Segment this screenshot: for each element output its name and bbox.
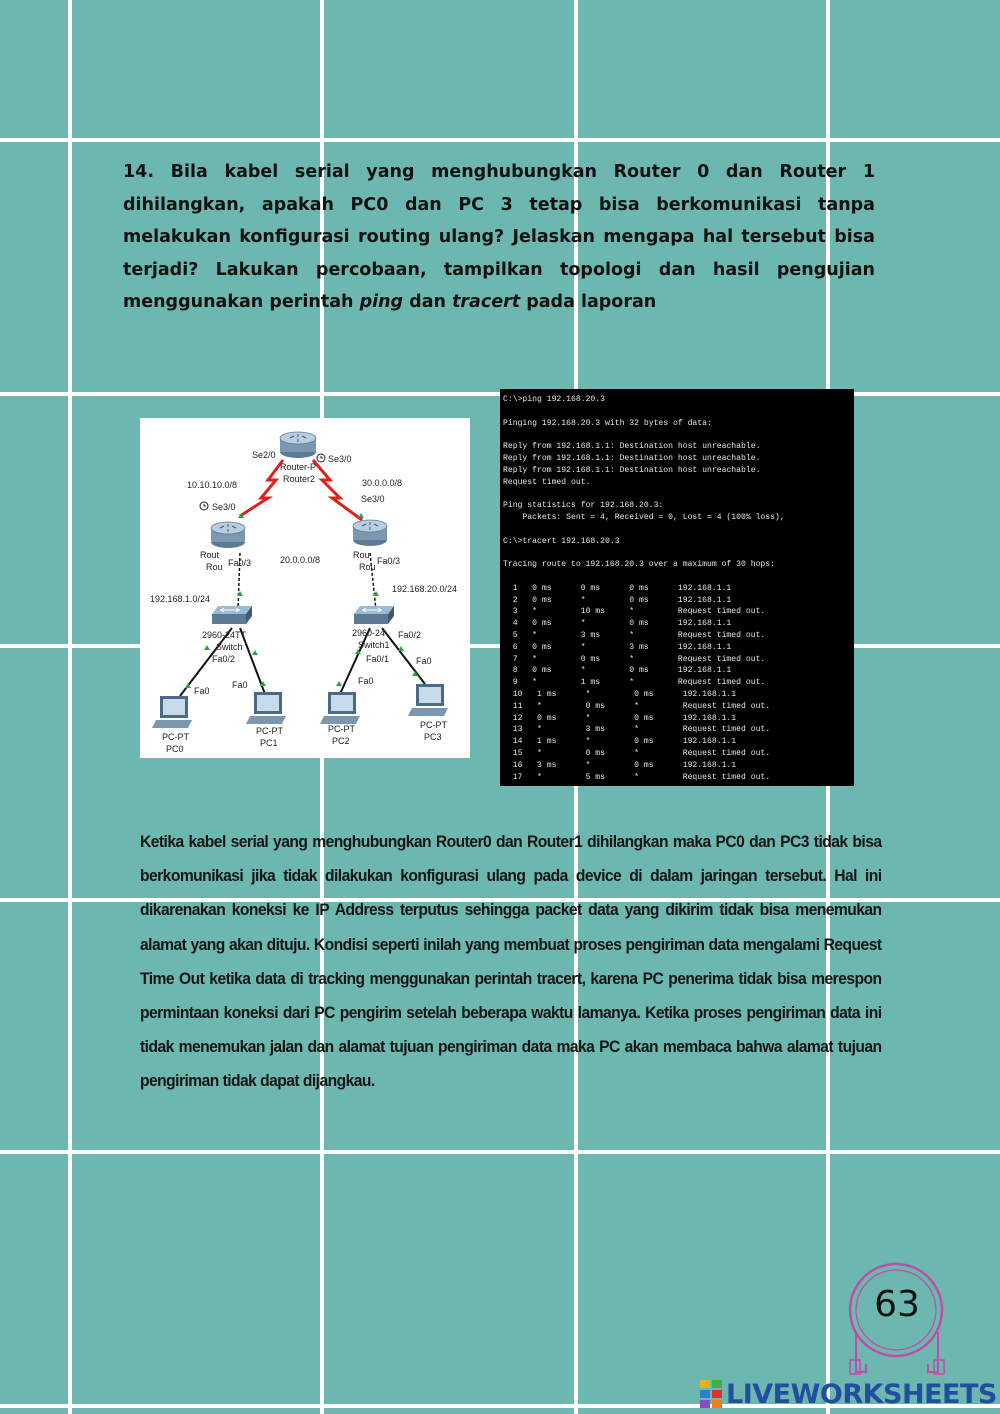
switch0-sublabel: Switch xyxy=(216,642,243,652)
pc0-name: PC0 xyxy=(166,744,184,754)
router1-icon xyxy=(353,520,387,546)
port-label: Se3/0 xyxy=(212,502,236,512)
link-up-indicator xyxy=(204,645,210,650)
router1-sublabel: Rou xyxy=(359,562,376,572)
pc0-icon xyxy=(152,696,192,728)
topology-diagram xyxy=(140,418,470,758)
port-label: Se3/0 xyxy=(361,494,385,504)
brand-tile xyxy=(700,1380,710,1388)
pc0-type: PC-PT xyxy=(162,732,189,742)
port-label: Fa0/2 xyxy=(398,630,422,640)
pc1-type: PC-PT xyxy=(256,726,283,736)
router-name-label: Router-P xyxy=(280,462,317,472)
port-label: Fa0/1 xyxy=(366,654,390,664)
brand-tile xyxy=(712,1400,722,1408)
switch0-icon xyxy=(212,606,252,624)
terminal-text: C:\>ping 192.168.20.3 Pinging 192.168.20.3 with 32 bytes of data: Reply from 192.168.1.1: Destination host unreachable. Reply from 192.168.1.1: Destination host unreachable. Reply from 192.168.1.1: Destination host unreachable. Request timed out. Ping statistics for 192.168.20.3: Packets: Sent = 4, Received = 0, Lost = 4 (100% loss), C:\>tracert 192.168.20.3 Tracing route to 192.168.20.3 over a maximum of 30 hops: 1 0 ms 0 ms 0 ms 192.168.1.1 2 0 ms * 0 ms 192.168.1.1 3 * 10 ms * Request timed out. 4 0 ms * 0 ms 192.168.1.1 5 * 3 ms * Request timed out. 6 0 ms * 3 ms 192.168.1.1 7 * 0 ms * Request timed out. 8 0 ms * 0 ms 192.168.1.1 9 * 1 ms * Request timed out. 10 1 ms * 0 ms 192.168.1.1 11 * 0 ms * Request timed out. 12 0 ms * 0 ms 192.168.1.1 13 * 3 ms * Request timed out. 14 1 ms * 0 ms 192.168.1.1 15 * 0 ms * Request timed out. 16 3 ms * 0 ms 192.168.1.1 17 * 5 ms * Request timed out. xyxy=(503,395,785,782)
port-label: Fa0 xyxy=(194,686,210,696)
port-label: Fa0 xyxy=(232,680,248,690)
link-up-indicator xyxy=(336,681,342,686)
router0-label: Rout xyxy=(200,550,220,560)
port-label: Fa0/2 xyxy=(212,654,236,664)
network-label: 192.168.1.0/24 xyxy=(150,594,211,604)
pc1-name: PC1 xyxy=(260,738,278,748)
port-label: Fa0/3 xyxy=(228,558,252,568)
link-up-indicator xyxy=(252,650,258,655)
pc2-icon xyxy=(320,692,360,724)
port-label: Se2/0 xyxy=(252,450,276,460)
router2-label: Router2 xyxy=(283,474,316,484)
router0-icon xyxy=(211,522,245,548)
page-badge-icon xyxy=(838,1262,958,1392)
question-body: Bila kabel serial yang menghubungkan Router 0 dan Router 1 dihilangkan, apakah PC0 dan PC 3 tetap bisa berkomunikasi tanpa melakukan konfigurasi routing ulang? Jelaskan mengapa hal tersebut bisa terjadi? Lakukan percobaan, tampilkan topologi dan hasil pengujian menggunakan perintah xyxy=(123,162,875,312)
brand-tile xyxy=(712,1380,722,1388)
question-text xyxy=(123,156,875,319)
network-label: 20.0.0.0/8 xyxy=(280,555,321,565)
question-number: 14. xyxy=(123,162,155,182)
port-label: Fa0 xyxy=(358,676,374,686)
pc1-icon xyxy=(246,692,286,724)
brand-mark-icon xyxy=(700,1380,722,1408)
switch1-label: 2960-24 xyxy=(352,628,386,638)
network-label: 10.10.10.0/8 xyxy=(187,480,238,490)
port-label: Fa0 xyxy=(416,656,432,666)
router1-label: Rou xyxy=(353,550,370,560)
pc3-icon xyxy=(408,684,448,716)
pc2-name: PC2 xyxy=(332,736,350,746)
command-prompt-output xyxy=(500,389,854,786)
pc3-name: PC3 xyxy=(424,732,442,742)
switch0-label: 2960-24TT xyxy=(202,630,247,640)
clock-icon xyxy=(317,454,325,462)
brand-text: LIVEWORKSHEETS xyxy=(726,1378,997,1410)
brand-tile xyxy=(700,1400,710,1408)
network-topology-image xyxy=(140,418,470,758)
network-label: 192.168.20.0/24 xyxy=(392,584,458,594)
brand-tile xyxy=(712,1390,722,1398)
switch1-sublabel: Switch1 xyxy=(358,640,390,650)
pc3-type: PC-PT xyxy=(420,720,447,730)
clock-icon xyxy=(200,502,208,510)
network-label: 30.0.0.0/8 xyxy=(362,478,403,488)
serial-link-right xyxy=(313,460,362,520)
serial-link-left xyxy=(240,460,283,516)
page-number: 63 xyxy=(874,1284,920,1325)
router2-icon xyxy=(280,432,316,458)
router0-sublabel: Rou xyxy=(206,562,223,572)
pc2-type: PC-PT xyxy=(328,724,355,734)
ping-term: ping xyxy=(359,292,404,312)
brand-tile xyxy=(700,1390,710,1398)
tracert-term: tracert xyxy=(452,292,521,312)
port-label: Se3/0 xyxy=(328,454,352,464)
question-end: pada laporan xyxy=(526,292,657,312)
liveworksheets-logo xyxy=(700,1378,997,1410)
port-label: Fa0/3 xyxy=(377,556,401,566)
and-word: dan xyxy=(409,292,446,312)
link-up-indicator xyxy=(358,513,364,518)
answer-text: Ketika kabel serial yang menghubungkan Router0 dan Router1 dihilangkan maka PC0 dan PC3 tidak bisa berkomunikasi jika tidak dilakukan konfigurasi ulang pada device di dalam jaringan tersebut. Hal ini dikarenakan koneksi ke IP Address terputus sehingga packet data yang dikirim tidak bisa menemukan alamat yang akan dituju. Kondisi seperti inilah yang membuat proses pengiriman data mengalami Request Time Out ketika data di tracking menggunakan perintah tracert, karena PC penerima tidak bisa merespon permintaan koneksi dari PC pengirim setelah beberapa waktu lamanya. Ketika proses pengiriman data ini tidak menemukan jalan dan alamat tujuan pengiriman data maka PC akan membaca bahwa alamat tujuan pengiriman tidak dapat dijangkau. xyxy=(140,832,882,1091)
answer-container xyxy=(140,825,882,1099)
switch1-icon xyxy=(354,606,394,624)
